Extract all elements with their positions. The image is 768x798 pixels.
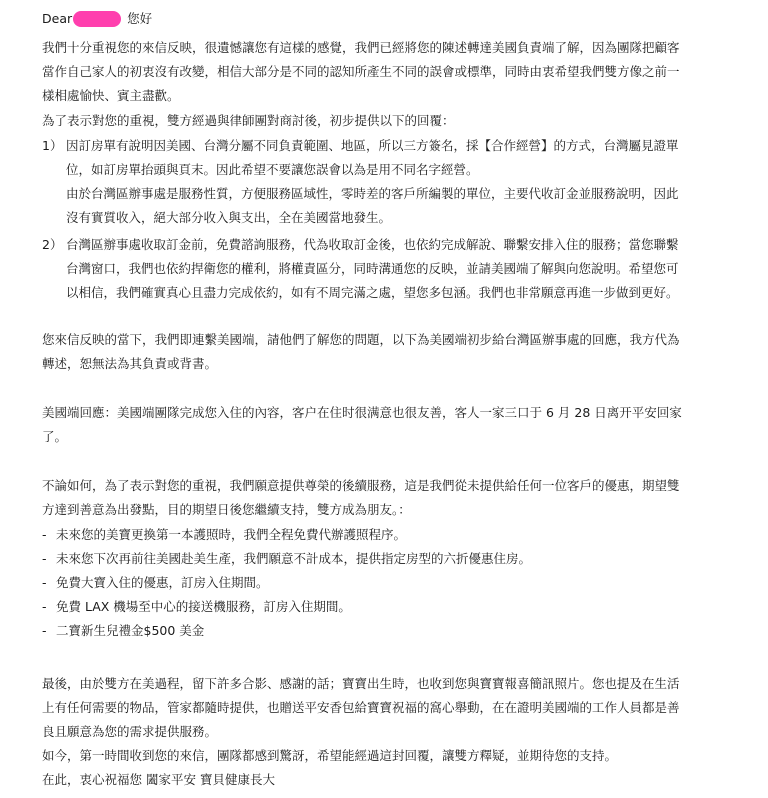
item-number: 1）	[42, 138, 63, 153]
list-item	[42, 523, 756, 547]
numbered-item-1	[42, 134, 756, 230]
text-line: 您來信反映的當下，我們即連繫美國端，請他們了解您的問題，以下為美國端初步給台灣區辦事處的回應，我方代為	[42, 332, 680, 347]
paragraph-closing	[42, 672, 756, 792]
text-line: 方達到善意為出發點，目的期望日後您繼續支持，雙方成為朋友。：	[42, 502, 411, 517]
paragraph-intro	[42, 36, 756, 108]
bullet-marker: -	[42, 575, 47, 590]
numbered-item-2	[42, 233, 756, 305]
text-line: 以相信，我們確實真心且盡力完成依約，如有不周完滿之處，望您多包涵。我們也非常願意再進一步做到更好。	[66, 285, 679, 300]
text-line: 當作自己家人的初衷沒有改變，相信大部分是不同的認知所產生不同的誤會或標準，同時由衷希望我們雙方像之前一	[42, 64, 680, 79]
paragraph-response-intro	[42, 109, 756, 133]
list-item-text: 免費 LAX 機場至中心的接送機服務，訂房入住期間。	[56, 599, 351, 614]
list-item	[42, 595, 756, 619]
text-line: 因訂房單有說明因美國、台灣分屬不同負責範圍、地區，所以三方簽名，採【合作經營】的方式，台灣屬見證單	[66, 138, 679, 153]
list-item-text: 二寶新生兒禮金$500 美金	[56, 623, 205, 638]
text-line: 樣相處愉快、賓主盡歡。	[42, 88, 180, 103]
text-line: 轉述，恕無法為其負責或背書。	[42, 356, 218, 371]
list-item-text: 免費大寶入住的優惠，訂房入住期間。	[56, 575, 269, 590]
list-item	[42, 571, 756, 595]
item-number: 2）	[42, 237, 63, 252]
list-item	[42, 547, 756, 571]
text-line: 不論如何，為了表示對您的重視，我們願意提供尊榮的後續服務，這是我們從未提供給任何一位客戶的優惠，期望雙	[42, 478, 680, 493]
paragraph-offer	[42, 474, 756, 522]
bullet-marker: -	[42, 599, 47, 614]
text-line: 了。	[42, 429, 68, 444]
text-line: 美國端回應：美國端團隊完成您入住的內容，客户在住时很满意也很友善，客人一家三口于 6 月 28 日离开平安回家	[42, 405, 682, 420]
text-line: 為了表示對您的重視，雙方經過與律師團對商討後，初步提供以下的回覆：	[42, 113, 455, 128]
text-line: 位，如訂房單抬頭與頁末。因此希望不要讓您誤會以為是用不同名字經營。	[66, 162, 479, 177]
greeting-line	[42, 7, 152, 31]
text-line: 台灣窗口，我們也依約捍衛您的權利，將權責區分，同時溝通您的反映，並請美國端了解與向您說明。希望您可	[66, 261, 679, 276]
text-line: 由於台灣區辦事處是服務性質，方便服務區域性，零時差的客戶所編製的單位，主要代收訂金並服務說明，因此	[66, 186, 679, 201]
bullet-marker: -	[42, 551, 47, 566]
bullet-marker: -	[42, 623, 47, 638]
text-line: 台灣區辦事處收取訂金前，免費諮詢服務，代為收取訂金後，也依約完成解說、聯繫安排入住的服務；當您聯繫	[66, 237, 679, 252]
list-item-text: 未來您下次再前往美國赴美生產，我們願意不計成本，提供指定房型的六折優惠住房。	[56, 551, 532, 566]
text-line: 我們十分重視您的來信反映，很遺憾讓您有這樣的感覺，我們已經將您的陳述轉達美國負責端了解，因為團隊把顧客	[42, 40, 680, 55]
paragraph-us-response	[42, 401, 756, 449]
text-line: 在此，衷心祝福您 闔家平安 寶貝健康長大	[42, 772, 275, 787]
greeting-prefix: Dear	[42, 11, 73, 26]
text-line: 最後，由於雙方在美過程，留下許多合影、感謝的話；寶寶出生時，也收到您與寶寶報喜簡訊照片。您也提及在生活	[42, 676, 680, 691]
redacted-name	[73, 11, 121, 27]
list-item	[42, 619, 756, 643]
benefit-list	[42, 523, 756, 643]
greeting-suffix: 您好	[127, 11, 153, 26]
text-line: 沒有實質收入，絕大部分收入與支出，全在美國當地發生。	[66, 210, 392, 225]
bullet-marker: -	[42, 527, 47, 542]
text-line: 如今，第一時間收到您的來信，團隊都感到驚訝，希望能經過這封回覆，讓雙方釋疑，並期待您的支持。	[42, 748, 618, 763]
text-line: 上有任何需要的物品，管家都隨時提供，也贈送平安香包給寶寶祝福的窩心舉動，在在證明美國端的工作人員都是善	[42, 700, 680, 715]
paragraph-contact	[42, 328, 756, 376]
list-item-text: 未來您的美寶更換第一本護照時，我們全程免費代辦護照程序。	[56, 527, 407, 542]
text-line: 良且願意為您的需求提供服務。	[42, 724, 218, 739]
